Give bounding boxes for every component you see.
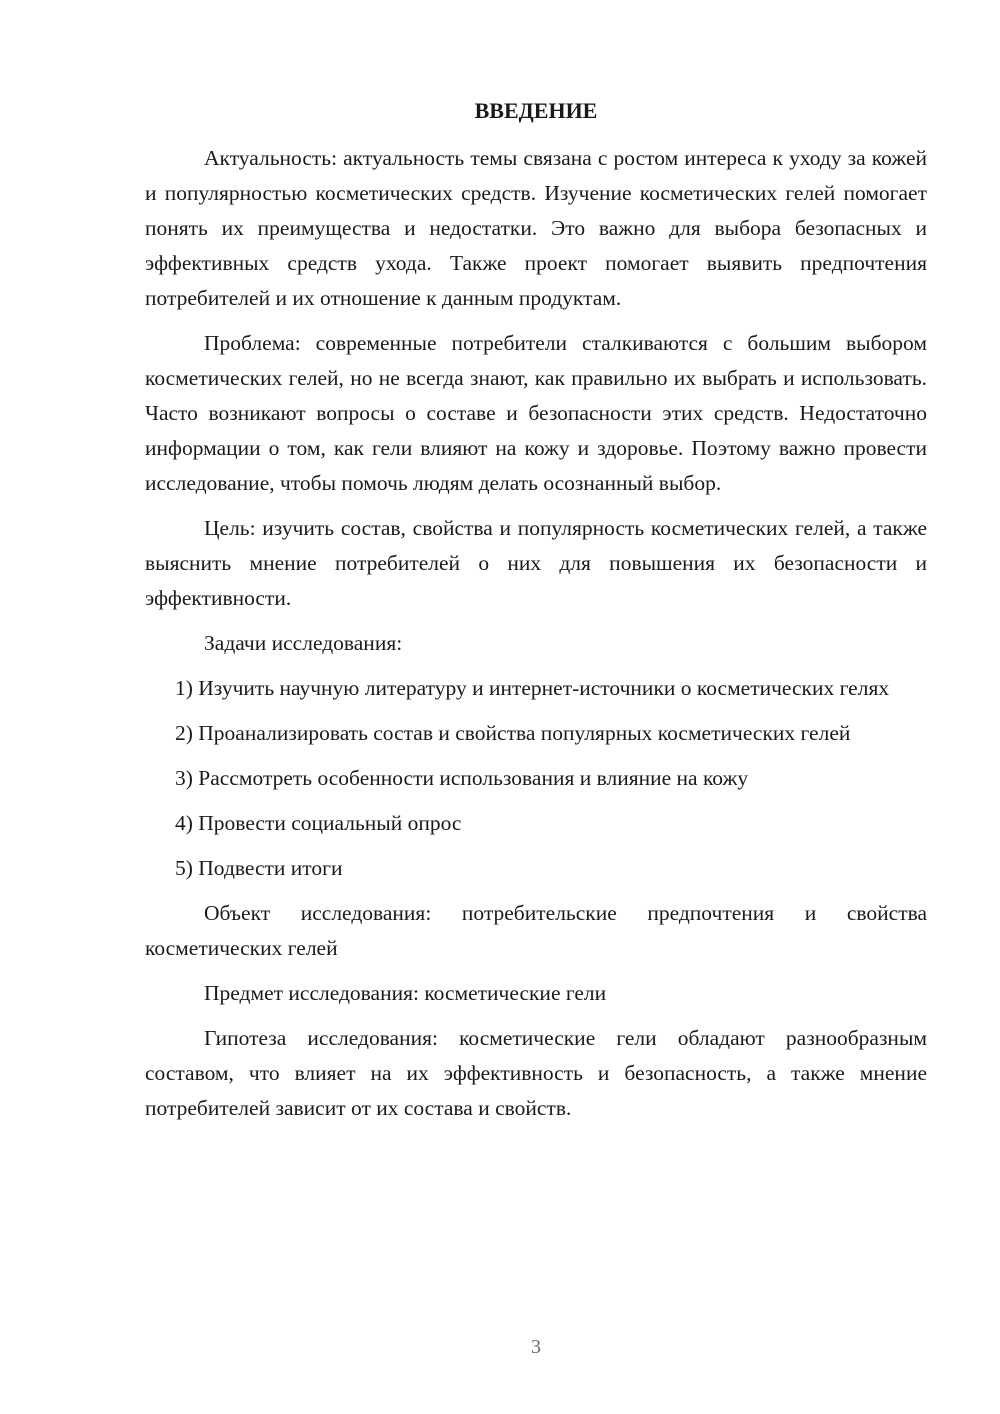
page-body bbox=[145, 141, 927, 1136]
paragraph-subject: Предмет исследования: косметические гели bbox=[204, 981, 607, 1005]
paragraph-object: Объект исследования: потребительские предпочтения и свойства косметических гелей bbox=[145, 901, 927, 960]
task-item-4: 4) Провести социальный опрос bbox=[175, 811, 462, 835]
page-number: 3 bbox=[531, 1336, 541, 1358]
paragraph-relevance: Актуальность: актуальность темы связана с ростом интереса к уходу за кожей и популярностью косметических средств. Изучение косметических гелей помогает понять их преимущества и недостатки. Это важно для выбора безопасных и эффективных средств ухода. Также проект помогает выявить предпочтения потребителей и их отношение к данным продуктам. bbox=[145, 146, 927, 310]
page-title: ВВЕДЕНИЕ bbox=[474, 98, 598, 123]
paragraph-goal: Цель: изучить состав, свойства и популярность косметических гелей, а также выяснить мнение потребителей о них для повышения их безопасности и эффективности. bbox=[145, 516, 927, 610]
paragraph-tasks-heading: Задачи исследования: bbox=[204, 631, 403, 655]
task-item-2: 2) Проанализировать состав и свойства популярных косметических гелей bbox=[175, 721, 851, 745]
task-item-5: 5) Подвести итоги bbox=[175, 856, 343, 880]
paragraph-problem: Проблема: современные потребители сталкиваются с большим выбором косметических гелей, но не всегда знают, как правильно их выбрать и использовать. Часто возникают вопросы о составе и безопасности этих средств. Недостаточно информации о том, как гели влияют на кожу и здоровье. Поэтому важно провести исследование, чтобы помочь людям делать осознанный выбор. bbox=[145, 331, 927, 495]
paragraph-hypothesis: Гипотеза исследования: косметические гели обладают разнообразным составом, что влияет на их эффективность и безопасность, а также мнение потребителей зависит от их состава и свойств. bbox=[145, 1026, 927, 1120]
task-item-3: 3) Рассмотреть особенности использования и влияние на кожу bbox=[175, 766, 749, 790]
task-item-1: 1) Изучить научную литературу и интернет-источники о косметических гелях bbox=[175, 676, 890, 700]
